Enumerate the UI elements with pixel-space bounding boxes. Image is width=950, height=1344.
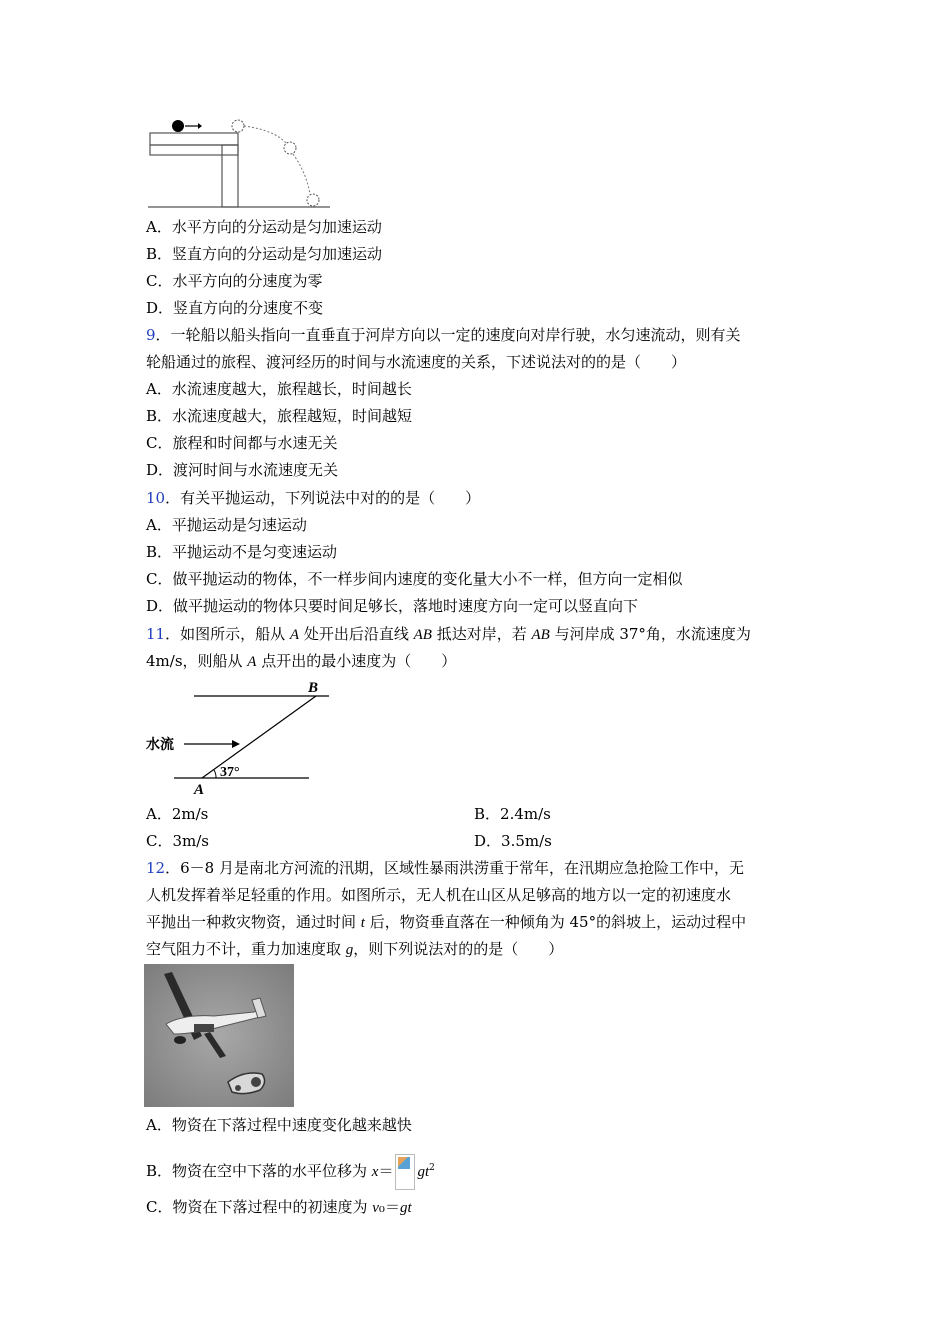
- fraction-image-placeholder: [395, 1154, 415, 1190]
- question-number: 12: [146, 859, 166, 877]
- q9-option-c: C．旅程和时间都与水速无关: [146, 434, 338, 452]
- q10-option-b: B．平抛运动不是匀变速运动: [146, 543, 338, 561]
- q8-option-d: D．竖直方向的分速度不变: [146, 299, 324, 317]
- q12-option-b: B．物资在空中下落的水平位移为 x＝ $gt^2$: [146, 1150, 435, 1190]
- drone-photo: [144, 964, 294, 1107]
- question-number: 11: [146, 625, 166, 643]
- q8-option-a: A．水平方向的分运动是匀加速运动: [146, 218, 382, 236]
- q9-option-b: B．水流速度越大，旅程越短，时间越短: [146, 407, 413, 425]
- q12-option-a: A．物资在下落过程中速度变化越来越快: [146, 1116, 412, 1134]
- q12-stem-line2: 人机发挥着举足轻重的作用。如图所示，无人机在山区从足够高的地方以一定的初速度水: [146, 886, 732, 904]
- q12-stem-line3: 平抛出一种救灾物资，通过时间 t 后，物资垂直落在一种倾角为 45°的斜坡上，运动过程中: [146, 913, 747, 931]
- label-angle: 37°: [220, 765, 240, 780]
- q8-option-c: C．水平方向的分速度为零: [146, 272, 323, 290]
- river-crossing-figure: [144, 676, 334, 798]
- q11-stem-line1: 11．如图所示，船从 A 处开出后沿直线 AB 抵达对岸，若 AB 与河岸成 37°角，水流速度为: [146, 625, 751, 643]
- q10-stem: 10．有关平抛运动，下列说法中对的的是（ ）: [146, 489, 481, 507]
- q11-option-a: A．2m/s: [146, 805, 209, 823]
- q12-option-c: C．物资在下落过程中的初速度为 v₀＝gt: [146, 1198, 412, 1216]
- q10-option-d: D．做平抛运动的物体只要时间足够长，落地时速度方向一定可以竖直向下: [146, 597, 639, 615]
- q11-option-c: C．3m/s: [146, 832, 209, 850]
- q10-option-a: A．平抛运动是匀速运动: [146, 516, 307, 534]
- q11-option-d: D．3.5m/s: [474, 832, 552, 850]
- label-water-flow: 水流: [146, 737, 174, 753]
- question-number: 9: [146, 326, 156, 344]
- image-icon: [398, 1157, 410, 1169]
- label-a: A: [194, 782, 205, 798]
- q9-option-a: A．水流速度越大，旅程越长，时间越长: [146, 380, 412, 398]
- q12-stem-line4: 空气阻力不计，重力加速度取 g，则下列说法对的的是（ ）: [146, 940, 564, 958]
- q11-option-b: B．2.4m/s: [474, 805, 551, 823]
- q12-stem-line1: 12．6－8 月是南北方河流的汛期，区域性暴雨洪涝重于常年，在汛期应急抢险工作中，无: [146, 859, 744, 877]
- projectile-table-figure: [144, 114, 334, 210]
- question-number: 10: [146, 489, 166, 507]
- q9-stem-line2: 轮船通过的旅程、渡河经历的时间与水流速度的关系，下述说法对的的是（ ）: [146, 353, 687, 371]
- q9-option-d: D．渡河时间与水流速度无关: [146, 461, 339, 479]
- label-b: B: [308, 680, 319, 696]
- q8-option-b: B．竖直方向的分运动是匀加速运动: [146, 245, 383, 263]
- q11-stem-line2: 4m/s，则船从 A 点开出的最小速度为（ ）: [146, 652, 457, 670]
- q9-stem-line1: 9．一轮船以船头指向一直垂直于河岸方向以一定的速度向对岸行驶，水匀速流动，则有关: [146, 326, 741, 344]
- q10-option-c: C．做平抛运动的物体，不一样步间内速度的变化量大小不一样，但方向一定相似: [146, 570, 683, 588]
